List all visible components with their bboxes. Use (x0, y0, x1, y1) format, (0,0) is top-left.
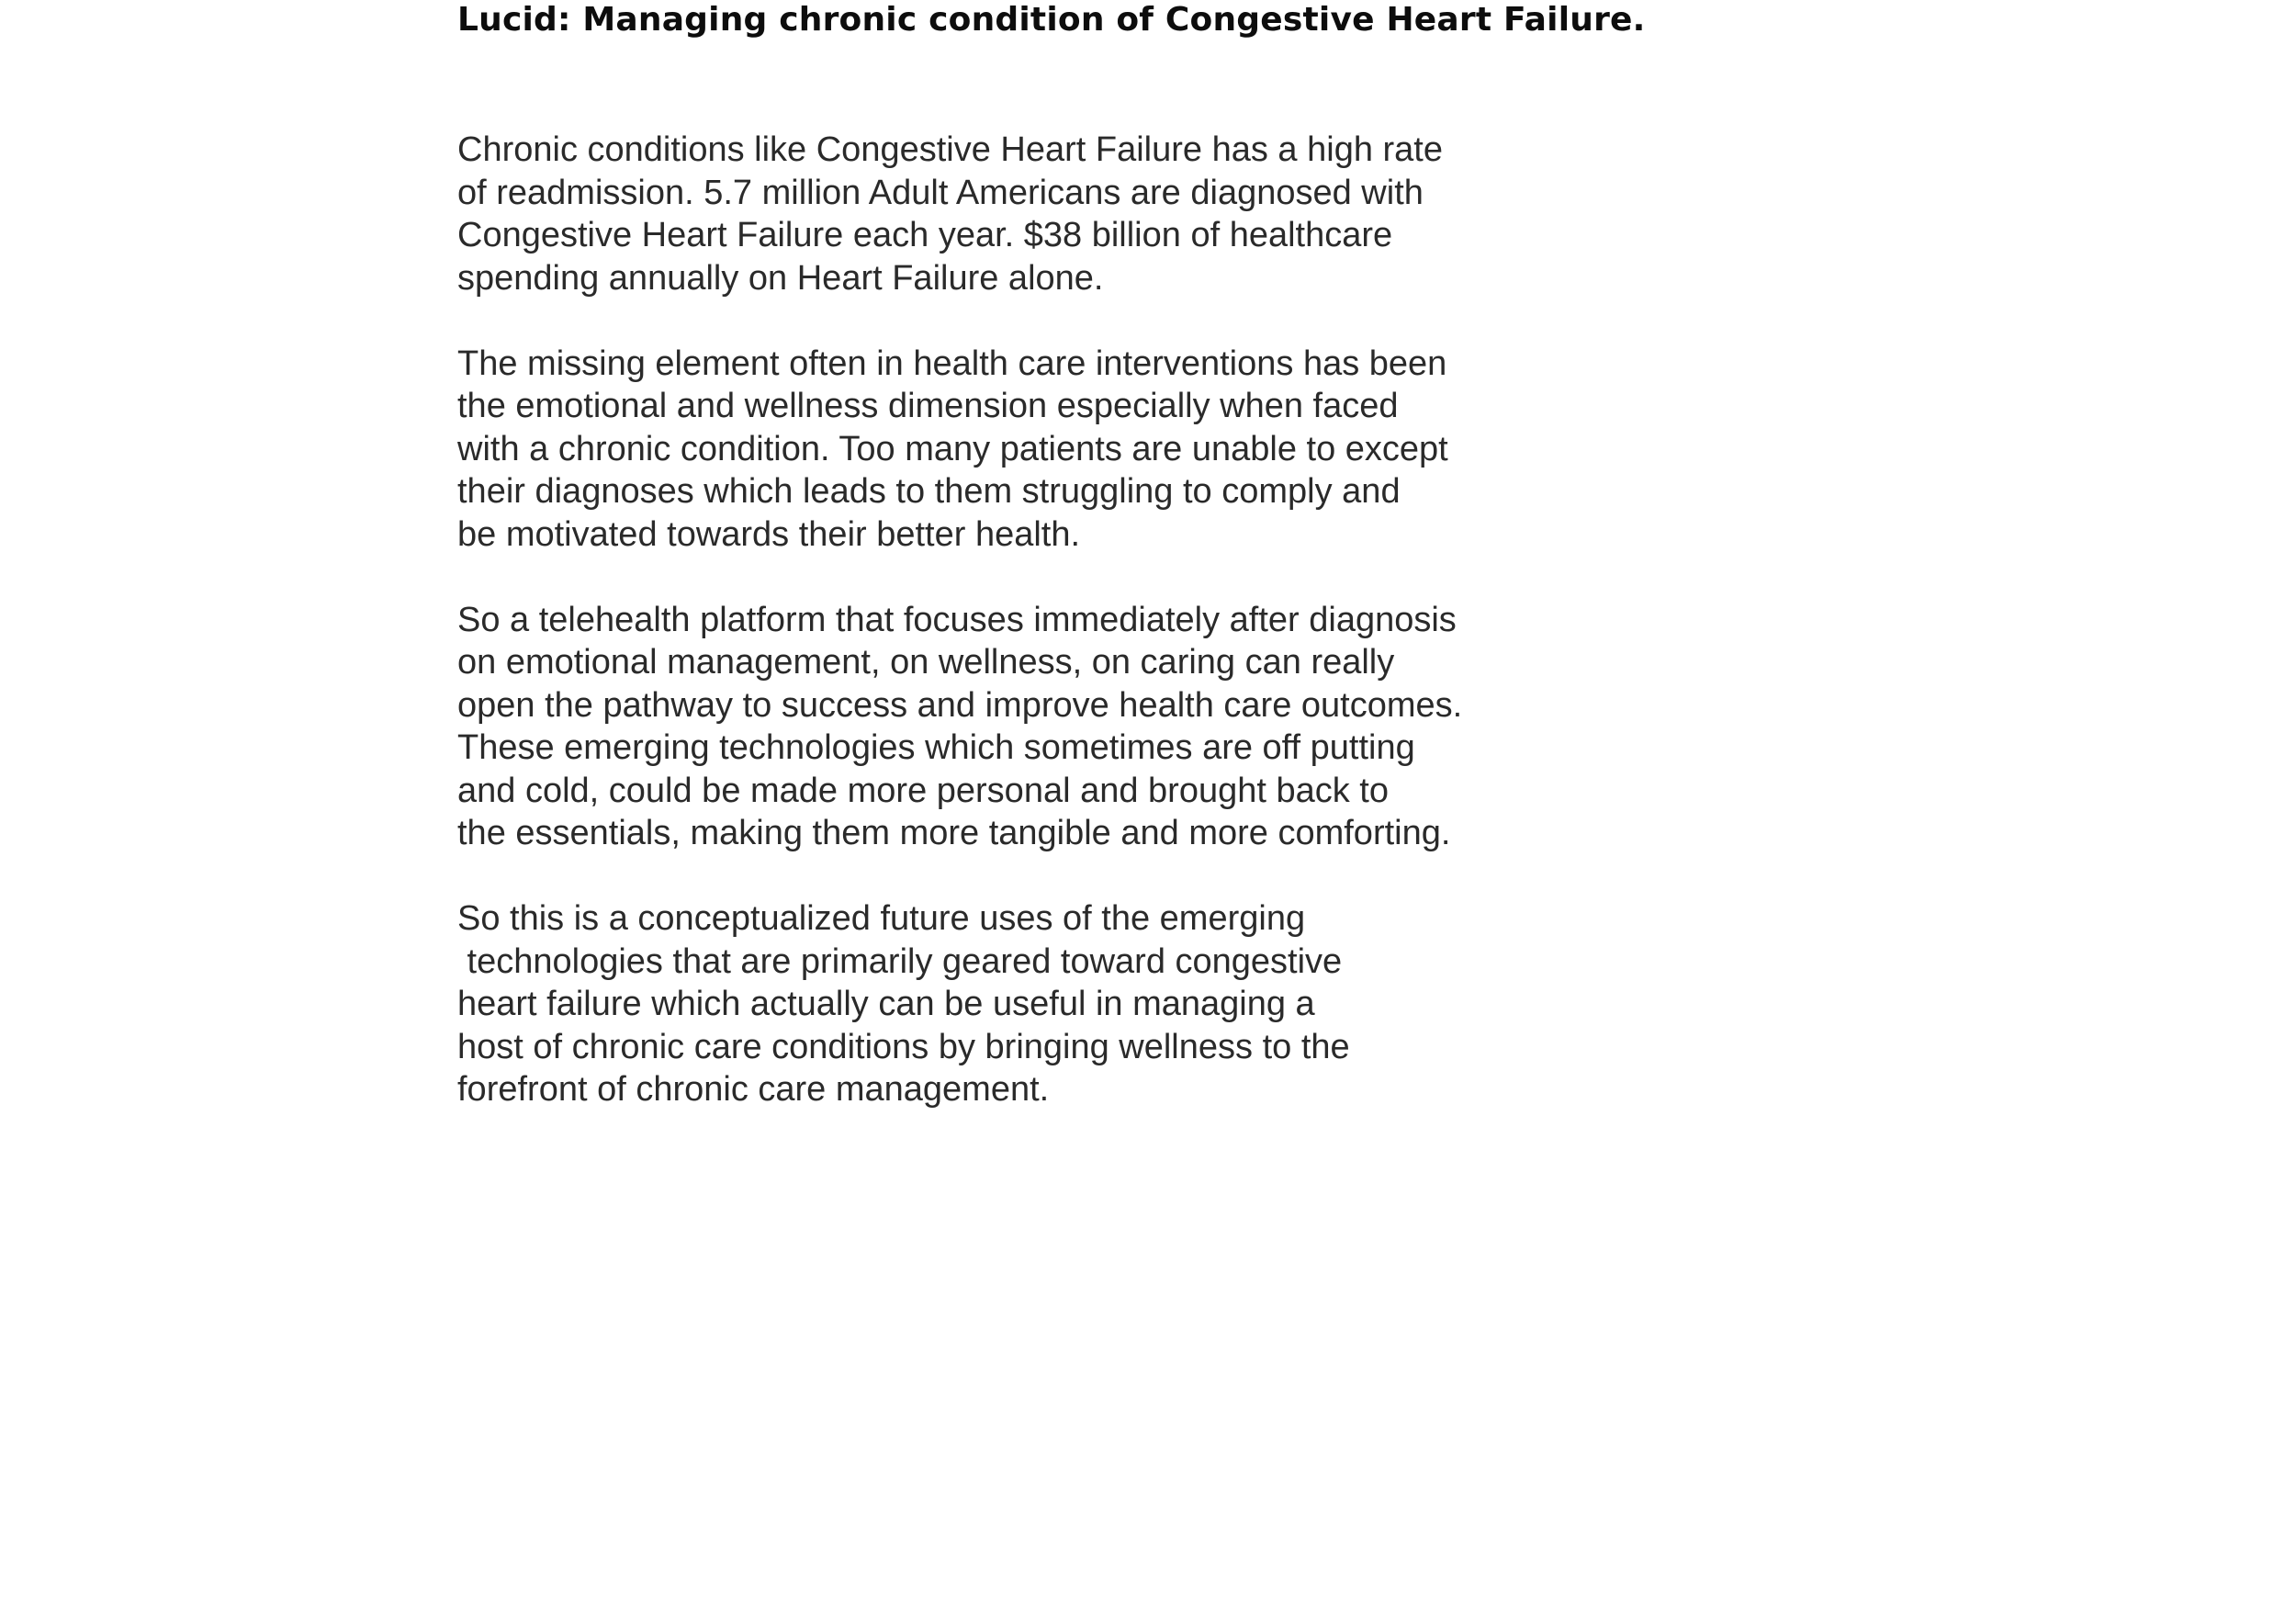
paragraph-line: open the pathway to success and improve health care outcomes. (457, 685, 1463, 725)
paragraph-line: forefront of chronic care management. (457, 1070, 1050, 1109)
document-page (457, 0, 1646, 1154)
paragraph-line: with a chronic condition. Too many patients are unable to except (457, 429, 1448, 468)
paragraph-line: host of chronic care conditions by bringing wellness to the (457, 1027, 1350, 1066)
paragraph-missing-element (457, 343, 1615, 557)
paragraph-line: So a telehealth platform that focuses immediately after diagnosis (457, 600, 1457, 639)
paragraph-line: spending annually on Heart Failure alone. (457, 258, 1104, 298)
document-title: Lucid: Managing chronic condition of Congestive Heart Failure. (457, 1, 1646, 39)
paragraph-line: their diagnoses which leads to them struggling to comply and (457, 472, 1401, 511)
paragraph-line: and cold, could be made more personal and brought back to (457, 771, 1389, 810)
paragraph-line: heart failure which actually can be useful in managing a (457, 985, 1315, 1023)
paragraph-line: Congestive Heart Failure each year. $38 billion of healthcare (457, 216, 1393, 254)
paragraph-line: on emotional management, on wellness, on caring can really (457, 643, 1395, 682)
paragraph-telehealth-platform (457, 599, 1615, 855)
paragraph-line: These emerging technologies which sometimes are off putting (457, 728, 1415, 767)
paragraph-line: technologies that are primarily geared toward congestive (457, 941, 1343, 981)
paragraph-statistics (457, 129, 1615, 299)
paragraph-line: of readmission. 5.7 million Adult Americans are diagnosed with (457, 173, 1424, 212)
paragraph-conceptualized-future (457, 897, 1615, 1111)
paragraph-line: Chronic conditions like Congestive Heart Failure has a high rate (457, 130, 1443, 169)
paragraph-line: the essentials, making them more tangible and more comforting. (457, 814, 1451, 852)
document-body (457, 129, 1615, 1111)
paragraph-line: So this is a conceptualized future uses of the emerging (457, 899, 1306, 938)
paragraph-line: be motivated towards their better health. (457, 514, 1081, 554)
paragraph-line: the emotional and wellness dimension especially when faced (457, 387, 1399, 425)
paragraph-line: The missing element often in health care interventions has been (457, 344, 1447, 383)
